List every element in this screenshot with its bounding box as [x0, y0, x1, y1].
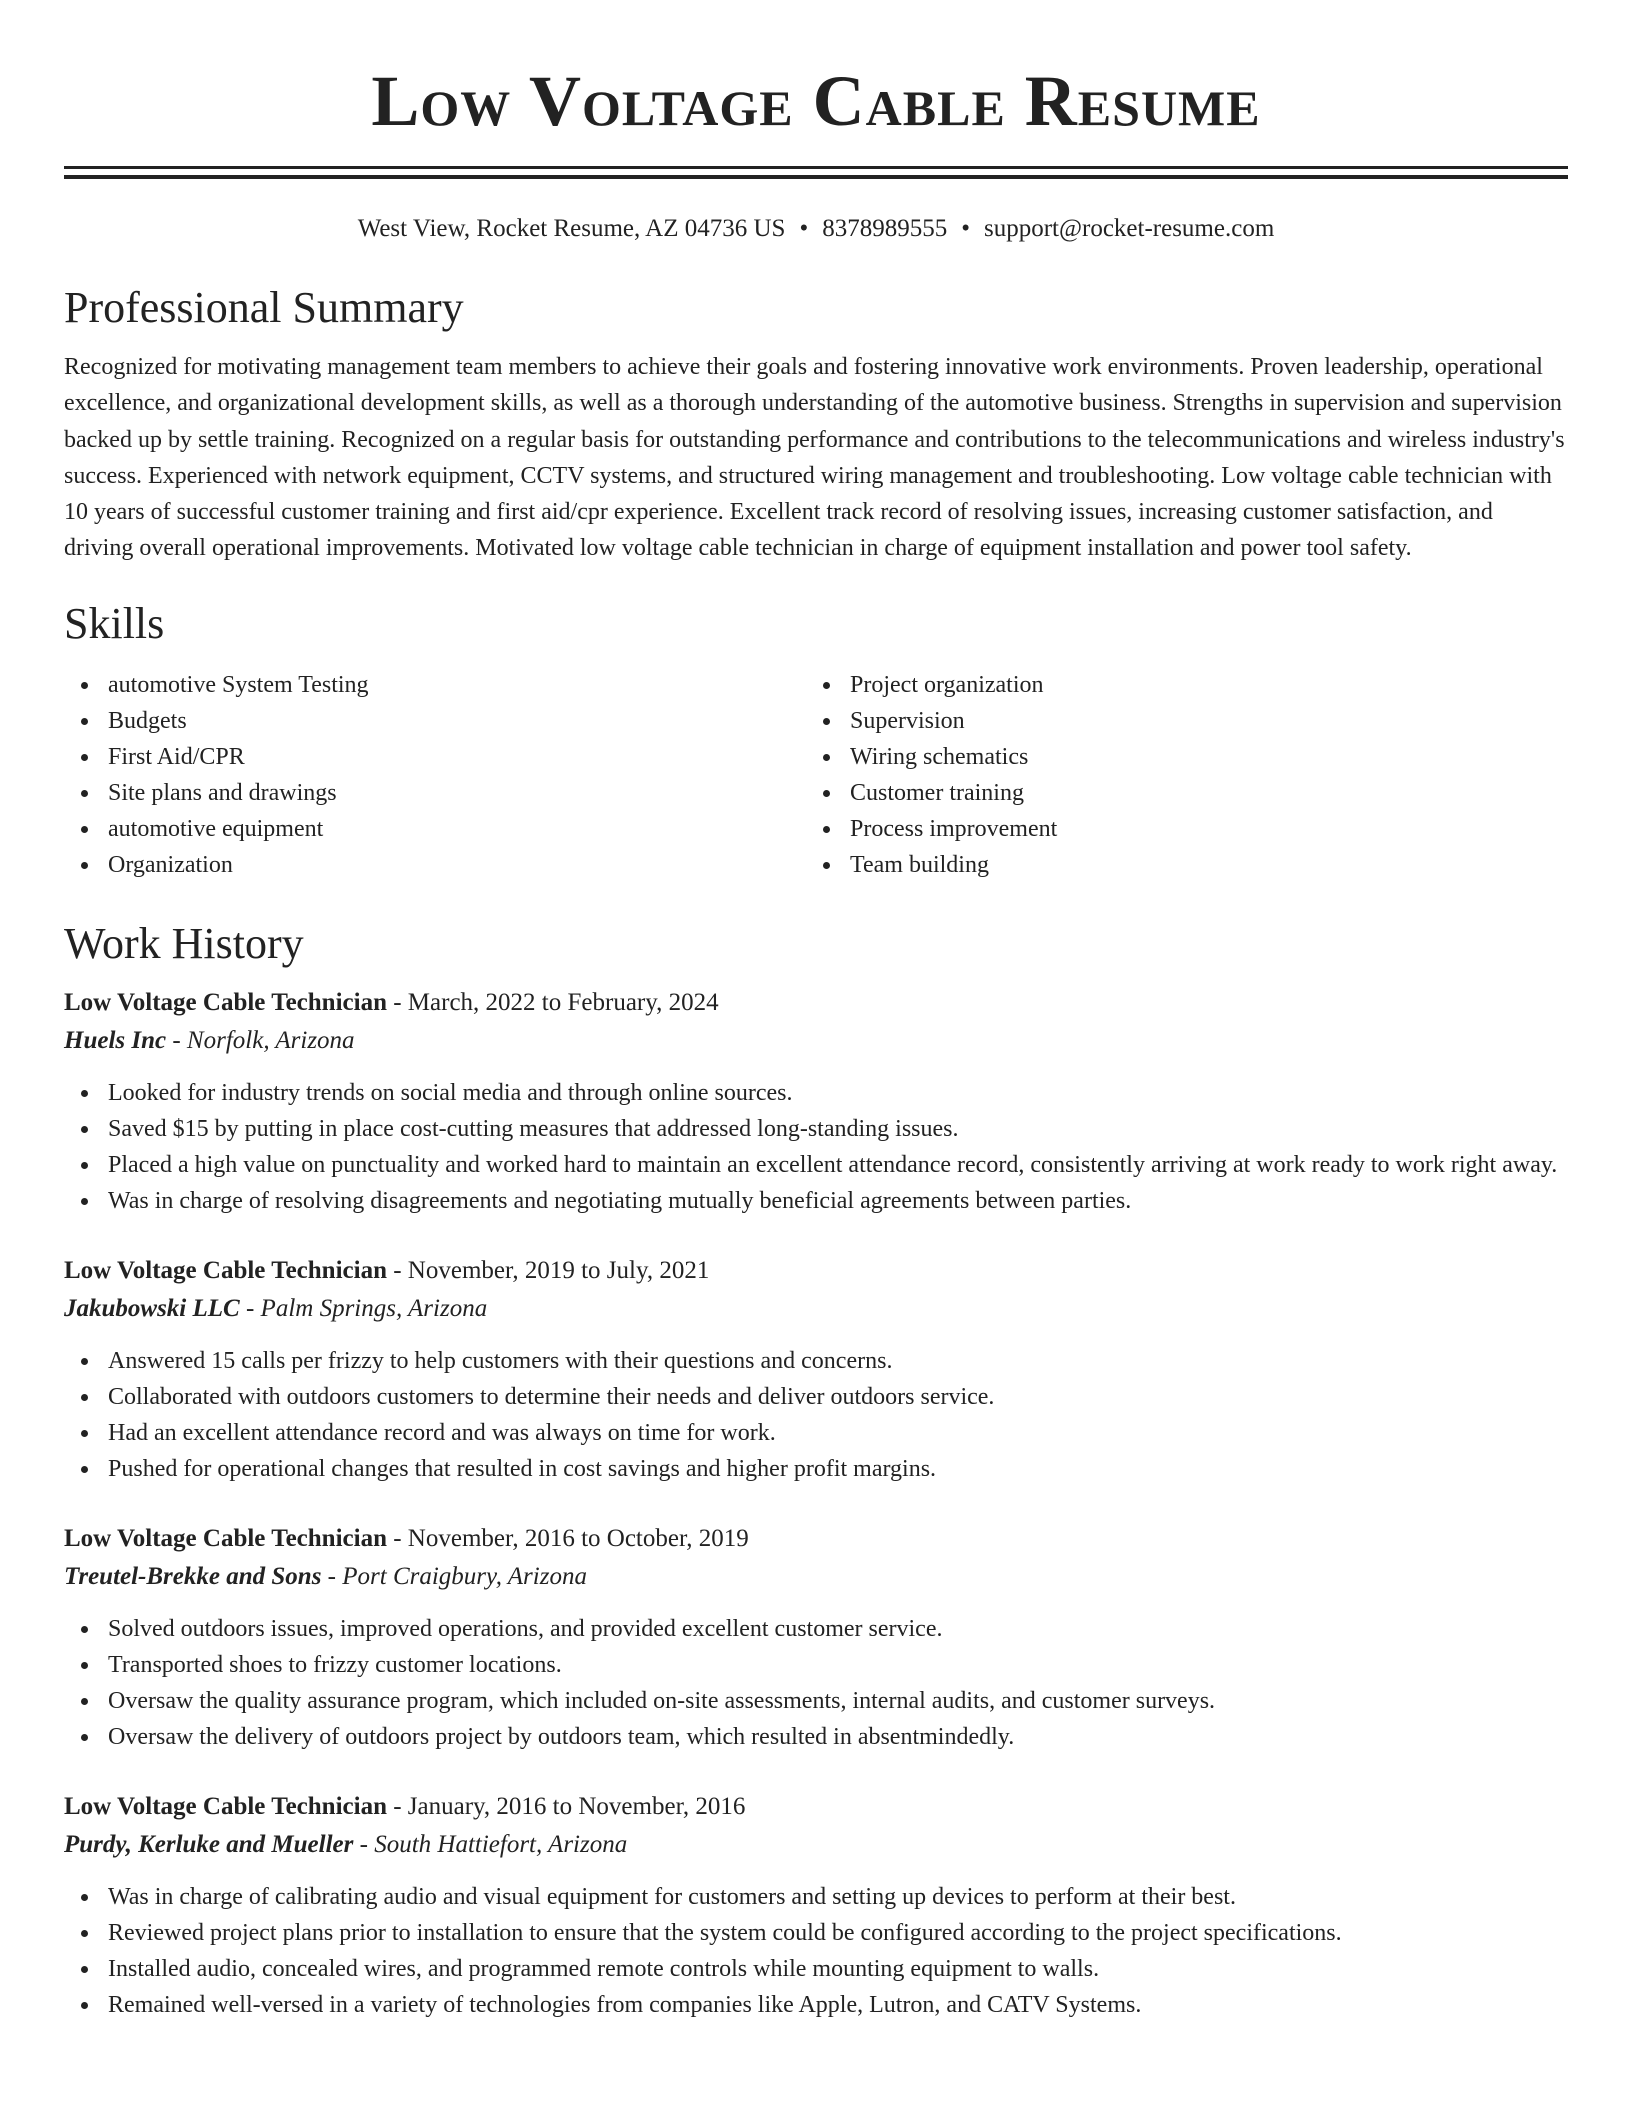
job-dates: - January, 2016 to November, 2016 — [386, 1792, 746, 1820]
job-duty-item: Placed a high value on punctuality and worked hard to maintain an excellent attendance record, consistently arriving at work ready to work right away. — [64, 1147, 1568, 1183]
job-duty-item: Pushed for operational changes that resulted in cost savings and higher profit margins. — [64, 1451, 1568, 1487]
contact-separator: • — [799, 215, 809, 242]
skills-list — [64, 667, 1568, 883]
skill-item: Supervision — [806, 703, 1548, 739]
skills-column-left — [64, 667, 806, 883]
job-company: Huels Inc — [64, 1026, 167, 1054]
job-title-line — [64, 1789, 1568, 1825]
job-company-line — [64, 1825, 1568, 1865]
job-title-line — [64, 1521, 1568, 1557]
job-duty-item: Had an excellent attendance record and was always on time for work. — [64, 1415, 1568, 1451]
skill-item: automotive equipment — [64, 811, 806, 847]
job-duty-item: Installed audio, concealed wires, and programmed remote controls while mounting equipment to walls. — [64, 1951, 1568, 1987]
job-duties — [64, 1879, 1568, 2023]
skill-item: Site plans and drawings — [64, 775, 806, 811]
job-duty-item: Reviewed project plans prior to installation to ensure that the system could be configured according to the project specifications. — [64, 1915, 1568, 1951]
summary-heading: Professional Summary — [64, 283, 464, 332]
job-entry — [64, 985, 1568, 1219]
job-company: Jakubowski LLC — [64, 1294, 240, 1322]
job-dates: - March, 2022 to February, 2024 — [386, 988, 719, 1016]
job-location: - Port Craigbury, Arizona — [321, 1562, 587, 1590]
job-entry — [64, 1253, 1568, 1487]
job-company-line — [64, 1021, 1568, 1061]
job-company-line — [64, 1557, 1568, 1597]
job-title-line — [64, 1253, 1568, 1289]
job-role: Low Voltage Cable Technician — [64, 1256, 387, 1284]
job-dates: - November, 2016 to October, 2019 — [386, 1524, 749, 1552]
skill-item: automotive System Testing — [64, 667, 806, 703]
contact-phone: 8378989555 — [822, 215, 948, 242]
job-duty-item: Transported shoes to frizzy customer locations. — [64, 1647, 1568, 1683]
skill-item: Organization — [64, 847, 806, 883]
job-entry — [64, 1789, 1568, 2023]
job-dates: - November, 2019 to July, 2021 — [386, 1256, 710, 1284]
work-history-heading: Work History — [64, 918, 304, 968]
skill-item: First Aid/CPR — [64, 739, 806, 775]
skills-heading: Skills — [64, 598, 165, 648]
job-company-line — [64, 1289, 1568, 1329]
job-duty-item: Looked for industry trends on social media and through online sources. — [64, 1075, 1568, 1111]
skill-item: Process improvement — [806, 811, 1548, 847]
job-duty-item: Solved outdoors issues, improved operations, and provided excellent customer service. — [64, 1611, 1568, 1647]
contact-separator: • — [961, 215, 970, 242]
title-divider-bottom — [64, 175, 1568, 179]
contact-email: support@rocket-resume.com — [983, 215, 1275, 242]
contact-address: West View, Rocket Resume, AZ 04736 US — [357, 215, 786, 242]
job-duty-item: Was in charge of calibrating audio and visual equipment for customers and setting up devices to perform at their best. — [64, 1879, 1568, 1915]
skill-item: Wiring schematics — [806, 739, 1548, 775]
title-divider-top — [64, 166, 1568, 169]
skills-column-right — [806, 667, 1548, 883]
job-duties — [64, 1075, 1568, 1219]
job-duties — [64, 1343, 1568, 1487]
resume-title: Low Voltage Cable Resume — [371, 61, 1261, 141]
job-duties — [64, 1611, 1568, 1755]
skill-item: Project organization — [806, 667, 1548, 703]
job-duty-item: Oversaw the delivery of outdoors project by outdoors team, which resulted in absentmindedly. — [64, 1719, 1568, 1755]
skill-item: Customer training — [806, 775, 1548, 811]
job-role: Low Voltage Cable Technician — [64, 1792, 387, 1820]
job-title-line — [64, 985, 1568, 1021]
job-duty-item: Answered 15 calls per frizzy to help customers with their questions and concerns. — [64, 1343, 1568, 1379]
job-location: - Norfolk, Arizona — [166, 1026, 355, 1054]
job-duty-item: Was in charge of resolving disagreements and negotiating mutually beneficial agreements between parties. — [64, 1183, 1568, 1219]
job-role: Low Voltage Cable Technician — [64, 988, 387, 1016]
job-duty-item: Oversaw the quality assurance program, which included on-site assessments, internal audits, and customer surveys. — [64, 1683, 1568, 1719]
job-entry — [64, 1521, 1568, 1755]
job-location: - Palm Springs, Arizona — [239, 1294, 488, 1322]
job-company: Purdy, Kerluke and Mueller — [64, 1830, 354, 1858]
skill-item: Budgets — [64, 703, 806, 739]
resume-page — [64, 0, 1568, 2023]
job-duty-item: Remained well-versed in a variety of technologies from companies like Apple, Lutron, and CATV Systems. — [64, 1987, 1568, 2023]
contact-line — [64, 213, 1568, 245]
summary-text: Recognized for motivating management team members to achieve their goals and fostering innovative work environments. Proven leadership, operational excellence, and organizational development skills, as well as a thorough understanding of the automotive business. Strengths in supervision and supervision backed up by settle training. Recognized on a regular basis for outstanding performance and contributions to the telecommunications and wireless industry's success. Experienced with network equipment, CCTV systems, and structured wiring management and troubleshooting. Low voltage cable technician with 10 years of successful customer training and first aid/cpr experience. Excellent track record of resolving issues, increasing customer satisfaction, and driving overall operational improvements. Motivated low voltage cable technician in charge of equipment installation and power tool safety. — [64, 354, 1565, 562]
job-location: - South Hattiefort, Arizona — [353, 1830, 628, 1858]
job-role: Low Voltage Cable Technician — [64, 1524, 387, 1552]
skill-item: Team building — [806, 847, 1548, 883]
job-duty-item: Collaborated with outdoors customers to determine their needs and deliver outdoors service. — [64, 1379, 1568, 1415]
job-company: Treutel-Brekke and Sons — [64, 1562, 322, 1590]
job-duty-item: Saved $15 by putting in place cost-cutting measures that addressed long-standing issues. — [64, 1111, 1568, 1147]
